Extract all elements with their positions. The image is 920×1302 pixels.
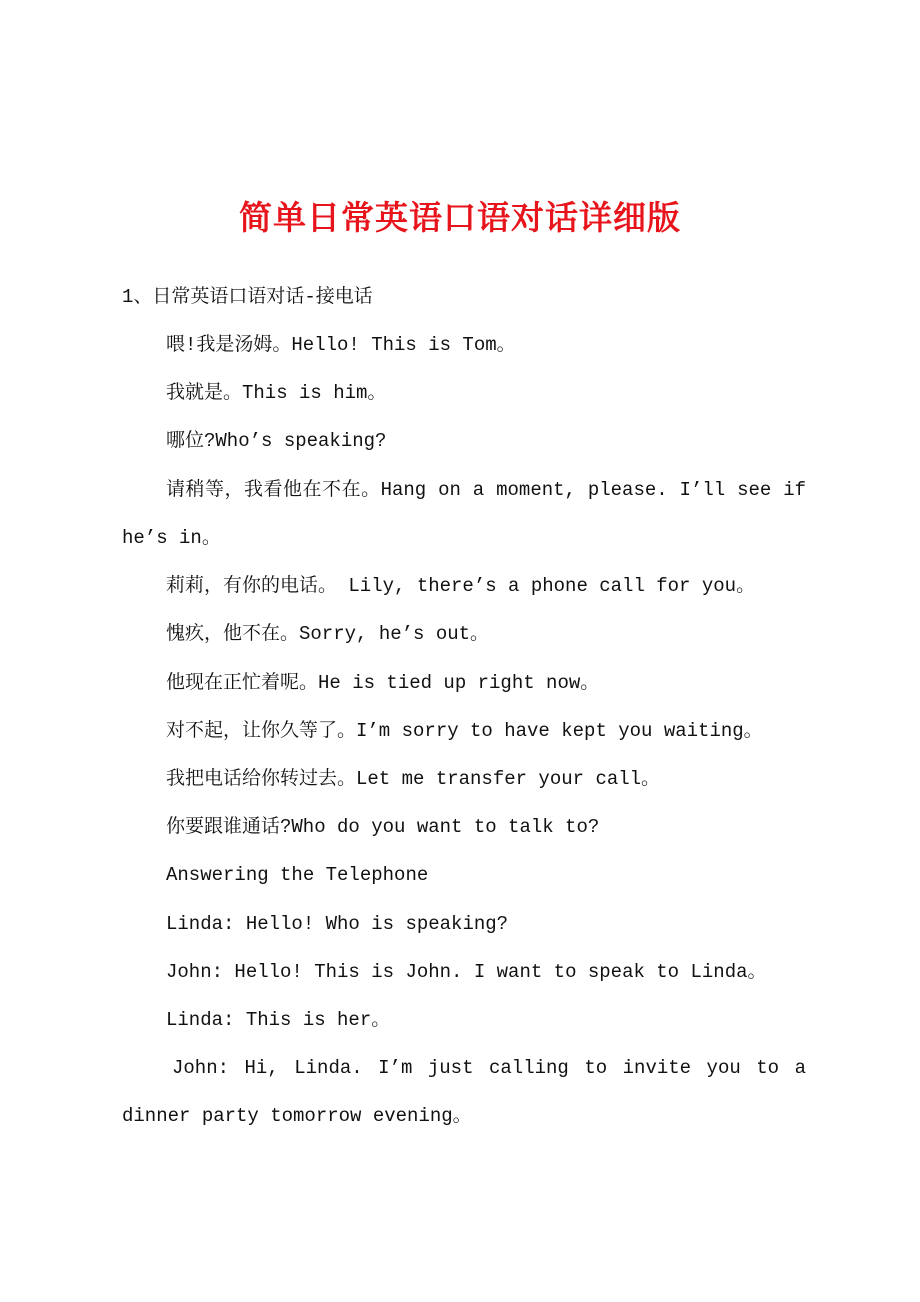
dialogue-line: 愧疚，他不在。Sorry, he’s out。 [166,623,490,645]
dialogue-line-continued: he’s in。 [122,527,221,549]
section-heading: 1、日常英语口语对话-接电话 [122,286,373,308]
dialogue-line-continued: dinner party tomorrow evening。 [122,1105,472,1127]
dialogue-line: John: Hi, Linda. I’m just calling to invite you to a [172,1057,806,1079]
dialogue-line: 我就是。This is him。 [166,382,387,404]
dialogue-line: 你要跟谁通话?Who do you want to talk to? [166,816,600,838]
dialogue-line: Linda: Hello! Who is speaking? [166,913,509,935]
dialogue-line: Linda: This is her。 [166,1009,391,1031]
dialogue-line: John: Hello! This is John. I want to speak to Linda。 [166,961,767,983]
dialogue-line: 哪位?Who’s speaking? [166,430,387,452]
dialogue-line: 请稍等，我看他在不在。Hang on a moment, please. I’ll see if [166,479,806,501]
subsection-heading: Answering the Telephone [166,864,429,886]
dialogue-line: 对不起，让你久等了。I’m sorry to have kept you waiting。 [166,720,763,742]
dialogue-line: 喂!我是汤姆。Hello! This is Tom。 [166,334,516,356]
document-title: 简单日常英语口语对话详细版 [239,198,681,237]
dialogue-line: 我把电话给你转过去。Let me transfer your call。 [166,768,661,790]
dialogue-line: 他现在正忙着呢。He is tied up right now。 [166,672,600,694]
dialogue-line: 莉莉，有你的电话。 Lily, there’s a phone call for you。 [166,575,756,597]
